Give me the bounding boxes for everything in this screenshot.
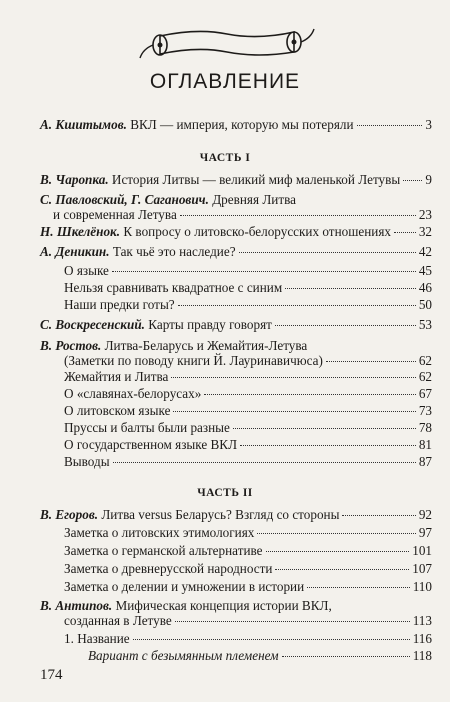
toc-subentry[interactable]: Наши предки готы? 50 — [64, 297, 432, 312]
toc-entry[interactable]: С. Воскресенский. Карты правду говорят 53 — [40, 317, 432, 332]
dot-leader — [175, 621, 410, 622]
toc-entry[interactable]: А. Деникин. Так чьё это наследие? 42 — [40, 244, 432, 259]
part-heading: ЧАСТЬ II — [197, 487, 253, 499]
toc-subentry[interactable]: О языке 45 — [64, 263, 432, 278]
dot-leader — [275, 569, 409, 570]
toc-subentry[interactable]: Заметка о древнерусской народности 107 — [64, 561, 432, 576]
dot-leader — [178, 305, 416, 306]
toc-entry-first-line[interactable]: В. Ростов. Литва-Беларусь и Жемайтия-Летува — [40, 338, 308, 353]
toc-subentry[interactable]: Выводы 87 — [64, 454, 432, 469]
scroll-banner-ornament — [138, 24, 316, 62]
dot-leader — [133, 639, 410, 640]
toc-entry-first-line[interactable]: В. Антипов. Мифическая концепция истории ВКЛ, — [40, 598, 332, 613]
dot-leader — [285, 288, 416, 289]
toc-subentry[interactable]: Нельзя сравнивать квадратное с синим 46 — [64, 280, 432, 295]
dot-leader — [233, 428, 416, 429]
dot-leader — [275, 325, 416, 326]
dot-leader — [240, 445, 416, 446]
toc-heading: ОГЛАВЛЕНИЕ — [149, 70, 301, 93]
dot-leader — [394, 232, 416, 233]
toc-subentry[interactable]: Вариант с безымянным племенем 118 — [88, 648, 432, 663]
toc-subentry[interactable]: 1. Название 116 — [64, 631, 432, 646]
dot-leader — [326, 361, 416, 362]
toc-entry[interactable]: В. Чаропка. История Литвы — великий миф маленькой Летувы 9 — [40, 172, 432, 187]
dot-leader — [113, 462, 416, 463]
dot-leader — [357, 125, 423, 126]
toc-subentry[interactable]: О литовском языке 73 — [64, 403, 432, 418]
toc-subentry[interactable]: Жемайтия и Литва 62 — [64, 369, 432, 384]
dot-leader — [282, 656, 410, 657]
dot-leader — [403, 180, 422, 181]
toc-entry-continuation[interactable]: созданная в Летуве 113 — [64, 613, 432, 628]
toc-subentry[interactable]: Заметка о германской альтернативе 101 — [64, 543, 432, 558]
part-heading: ЧАСТЬ I — [199, 152, 251, 164]
dot-leader — [173, 411, 415, 412]
toc-subentry[interactable]: О государственном языке ВКЛ 81 — [64, 437, 432, 452]
toc-subentry[interactable]: О «славянах-белорусах» 67 — [64, 386, 432, 401]
toc-subentry[interactable]: Заметка о делении и умножении в истории 110 — [64, 579, 432, 594]
toc-entry[interactable]: Н. Шкелёнок. К вопросу о литовско-белорусских отношениях 32 — [40, 224, 432, 239]
dot-leader — [180, 215, 416, 216]
dot-leader — [257, 533, 415, 534]
dot-leader — [342, 515, 415, 516]
toc-entry-continuation[interactable]: (Заметки по поводу книги Й. Лауринавичюса) 62 — [64, 353, 432, 368]
toc-entry[interactable]: В. Егоров. Литва versus Беларусь? Взгляд со стороны 92 — [40, 507, 432, 522]
toc-subentry[interactable]: Пруссы и балты были разные 78 — [64, 420, 432, 435]
dot-leader — [112, 271, 416, 272]
toc-entry-continuation[interactable]: и современная Летува 23 — [53, 207, 432, 222]
page-number: 174 — [40, 667, 63, 683]
toc-subentry[interactable]: Заметка о литовских этимологиях 97 — [64, 525, 432, 540]
toc-entry[interactable]: А. Кшитымов. ВКЛ — империя, которую мы потеряли 3 — [40, 117, 432, 132]
dot-leader — [307, 587, 410, 588]
dot-leader — [204, 394, 415, 395]
dot-leader — [239, 252, 416, 253]
dot-leader — [266, 551, 410, 552]
toc-entry-first-line[interactable]: С. Павловский, Г. Саганович. Древняя Литва — [40, 192, 297, 207]
dot-leader — [171, 377, 415, 378]
